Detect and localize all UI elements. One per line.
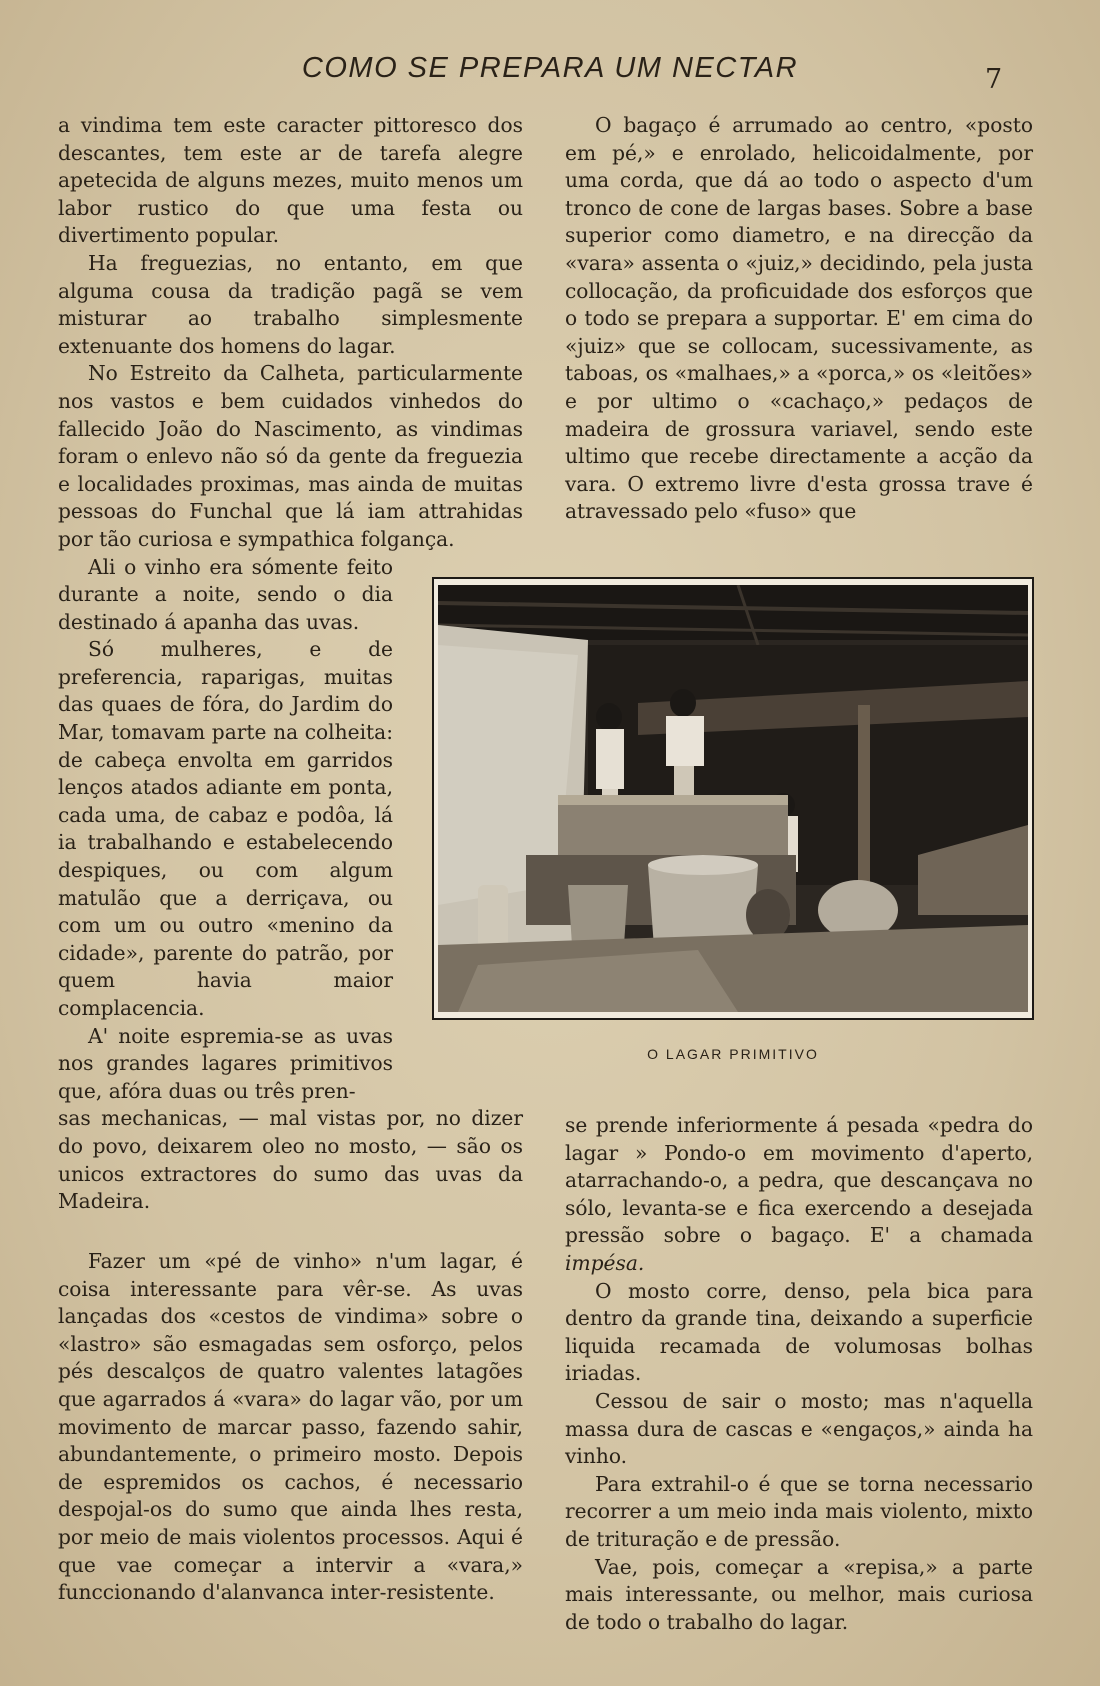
paragraph: O mosto corre, denso, pela bica para dentro da grande tina, deixando a superficie liquida recamada de volumosas bolhas iriadas. xyxy=(565,1278,1033,1386)
paragraph: Ali o vinho era sómente feito durante a noite, sendo o dia destinado á apanha das uvas. xyxy=(58,554,393,634)
paragraph: Cessou de sair o mosto; mas n'aquella massa dura de cascas e «engaços,» ainda ha vinho. xyxy=(565,1388,1033,1469)
page-number: 7 xyxy=(985,64,1003,95)
paragraph: Fazer um «pé de vinho» n'um lagar, é coisa interessante para vêr-se. As uvas lançadas dos «cestos de vindima» sobre o «lastro» são esmagadas sem osforço, pelos pés descalços de quatro valentes latagões que agarrados á «vara» do lagar vão, por um movimento de marcar passo, fazendo sahir, abundantemente, o primeiro mosto. Depois de espremidos os cachos, é necessario despojal-os do sumo que ainda lhes resta, por meio de mais violentos processos. Aqui é que vae começar a intervir a «vara,» funccionando d'alanvanca inter-resistente. xyxy=(58,1249,523,1605)
paragraph xyxy=(565,1112,1033,1278)
paragraph-text: se prende inferiormente á pesada «pedra do lagar » Pondo-o em movimento d'aperto, atarrachando-o, a pedra, que descançava no sólo, levanta-se e fica exercendo a desejada pressão sobre o bagaço. E' a chamada xyxy=(565,1113,1033,1248)
paragraph: Vae, pois, começar a «repisa,» a parte mais interessante, ou melhor, mais curiosa de todo o trabalho do lagar. xyxy=(565,1554,1033,1634)
right-column-top xyxy=(565,112,1033,526)
paragraph: Só mulheres, e de preferencia, raparigas, muitas das quaes de fóra, do Jardim do Mar, tomavam parte na colheita: de cabeça envolta em garridos lenços atados adiante em ponta, cada uma, de cabaz e podôa, lá ia trabalhando e estabelecendo despiques, ou com algum matulão que a derriçava, ou com um ou outro «menino da cidade», parente do patrão, por quem havia maior complacencia. xyxy=(58,637,393,1020)
paragraph: a vindima tem este caracter pittoresco dos descantes, tem este ar de tarefa alegre apetecida de alguns mezes, muito menos um labor rustico do que uma festa ou divertimento popular. xyxy=(58,113,523,248)
figure-caption: O LAGAR PRIMITIVO xyxy=(647,1046,819,1062)
paragraph: sas mechanicas, — mal vistas por, no dizer do povo, deixarem oleo no mosto, — são os unicos extractores do sumo das uvas da Madeira. xyxy=(58,1106,523,1214)
running-title: COMO SE PREPARA UM NECTAR xyxy=(301,52,799,84)
paragraph: No Estreito da Calheta, particularmente nos vastos e bem cuidados vinhedos do fallecido João do Nascimento, as vindimas foram o enlevo não só da gente da freguezia e localidades proximas, mas ainda de muitas pessoas do Funchal que lá iam attrahidas por tão curiosa e sympathica folgança. xyxy=(58,361,523,551)
italic-term: impésa. xyxy=(565,1250,645,1275)
paragraph: Para extrahil-o é que se torna necessario recorrer a um meio inda mais violento, mixto de trituração e de pressão. xyxy=(565,1471,1033,1551)
left-column-bottom xyxy=(58,1248,523,1607)
figure-photo-frame xyxy=(432,577,1034,1020)
page-header xyxy=(0,52,1100,95)
right-column-bottom xyxy=(565,1112,1033,1636)
paragraph: Ha freguezias, no entanto, em que alguma cousa da tradição pagã se vem misturar ao trabalho simplesmente extenuante dos homens do lagar. xyxy=(58,250,523,358)
paragraph: O bagaço é arrumado ao centro, «posto em pé,» e enrolado, helicoidalmente, por uma corda, que dá ao todo o aspecto d'um tronco de cone de largas bases. Sobre a base superior como diametro, e na direcção da «vara» assenta o «juiz,» decidindo, pela justa collocação, da proficuidade dos esforços que o todo se prepara a supportar. E' em cima do «juiz» que se collocam, sucessivamente, as taboas, os «malhaes,» a «porca,» os «leitões» e por ultimo o «cachaço,» pedaços de madeira de grossura variavel, sendo este ultimo que recebe directamente a acção da vara. O extremo livre d'esta grossa trave é atravessado pelo «fuso» que xyxy=(565,113,1033,524)
paragraph: A' noite espremia-se as uvas nos grandes lagares primitivos que, afóra duas ou três pren- xyxy=(58,1023,393,1103)
lagar-photo xyxy=(438,585,1028,1012)
